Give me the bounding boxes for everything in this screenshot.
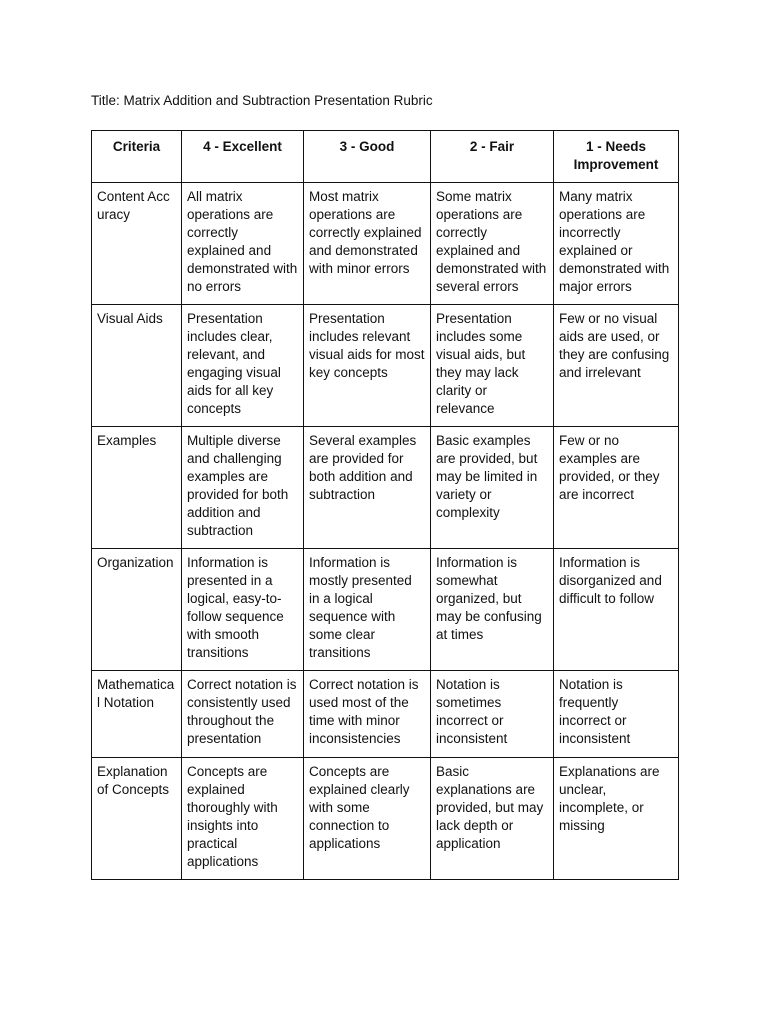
table-cell: Basic explanations are provided, but may lack depth or application [431,758,554,880]
header-excellent: 4 - Excellent [182,131,304,183]
rubric-table [91,130,679,880]
table-cell: Presentation includes clear, relevant, and engaging visual aids for all key concepts [182,305,304,427]
header-row [92,131,679,183]
criteria-cell: Organization [92,549,182,671]
table-row [92,427,679,549]
table-cell: Several examples are provided for both addition and subtraction [304,427,431,549]
table-row [92,549,679,671]
table-cell: Most matrix operations are correctly explained and demonstrated with minor errors [304,183,431,305]
criteria-cell: Examples [92,427,182,549]
table-cell: Correct notation is consistently used throughout the presentation [182,671,304,758]
table-cell: Concepts are explained thoroughly with insights into practical applications [182,758,304,880]
table-cell: Many matrix operations are incorrectly explained or demonstrated with major errors [554,183,679,305]
table-row [92,758,679,880]
header-good: 3 - Good [304,131,431,183]
table-row [92,183,679,305]
table-cell: Information is mostly presented in a logical sequence with some clear transitions [304,549,431,671]
table-cell: Information is disorganized and difficult to follow [554,549,679,671]
header-needs-improvement: 1 - Needs Improvement [554,131,679,183]
table-cell: Few or no examples are provided, or they are incorrect [554,427,679,549]
table-cell: All matrix operations are correctly explained and demonstrated with no errors [182,183,304,305]
table-cell: Few or no visual aids are used, or they are confusing and irrelevant [554,305,679,427]
table-cell: Correct notation is used most of the time with minor inconsistencies [304,671,431,758]
table-cell: Explanations are unclear, incomplete, or missing [554,758,679,880]
table-cell: Multiple diverse and challenging examples are provided for both addition and subtraction [182,427,304,549]
table-cell: Basic examples are provided, but may be limited in variety or complexity [431,427,554,549]
header-fair: 2 - Fair [431,131,554,183]
document-title: Title: Matrix Addition and Subtraction Presentation Rubric [91,93,433,108]
criteria-cell: Mathematical Notation [92,671,182,758]
criteria-cell: Visual Aids [92,305,182,427]
table-cell: Notation is frequently incorrect or inconsistent [554,671,679,758]
header-criteria: Criteria [92,131,182,183]
table-cell: Information is presented in a logical, easy-to-follow sequence with smooth transitions [182,549,304,671]
table-cell: Information is somewhat organized, but may be confusing at times [431,549,554,671]
table-row [92,305,679,427]
table-row [92,671,679,758]
criteria-cell: Explanation of Concepts [92,758,182,880]
table-cell: Presentation includes some visual aids, but they may lack clarity or relevance [431,305,554,427]
table-cell: Concepts are explained clearly with some connection to applications [304,758,431,880]
table-cell: Notation is sometimes incorrect or inconsistent [431,671,554,758]
table-cell: Presentation includes relevant visual aids for most key concepts [304,305,431,427]
table-cell: Some matrix operations are correctly explained and demonstrated with several errors [431,183,554,305]
criteria-cell: Content Accuracy [92,183,182,305]
